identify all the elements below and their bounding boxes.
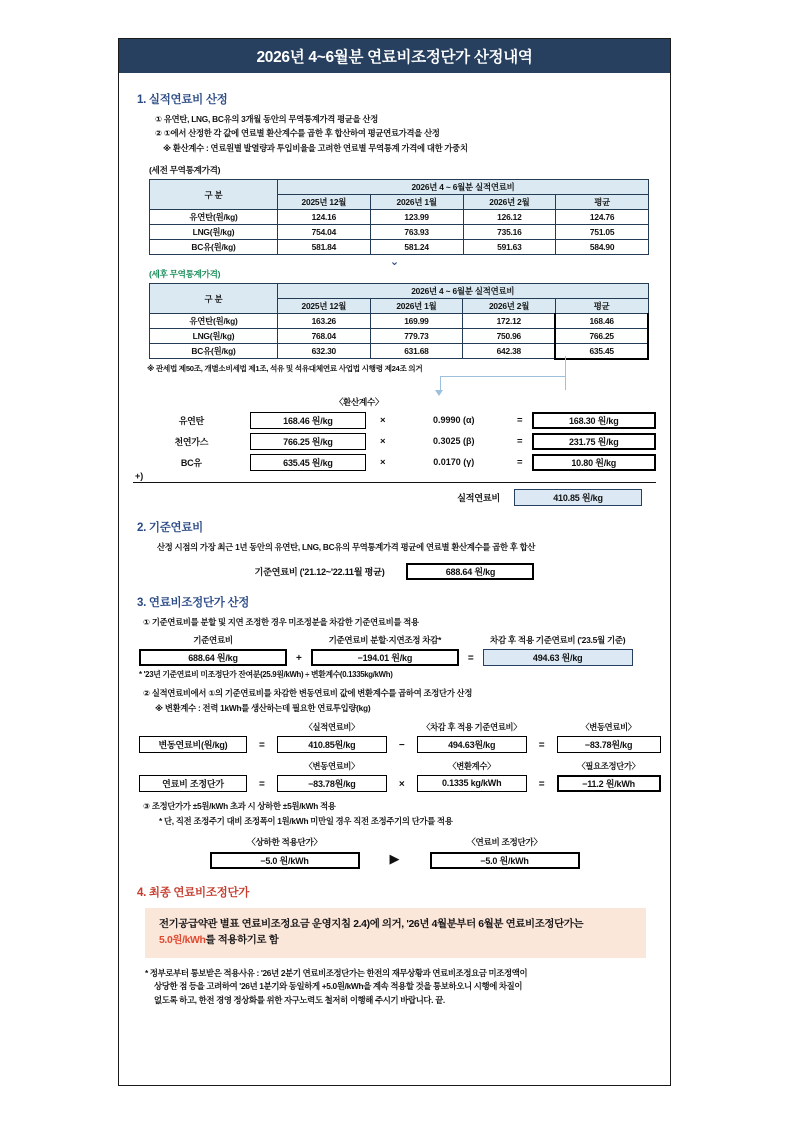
pretax-row-1-v2: 735.16	[463, 225, 556, 240]
vfc-operator-eq0: =	[259, 739, 265, 751]
formula-base-cost-caption: 기준연료비	[193, 634, 233, 645]
posttax-row-1-v3: 766.25	[555, 329, 648, 344]
vfc-actual-caption: 〈실적연료비〉	[304, 721, 360, 732]
final-callout-line-2: 를 적용하기로 함	[205, 934, 279, 946]
pretax-price-table	[149, 179, 649, 255]
calc-row-coal-coef: 0.9990 (α)	[432, 415, 475, 425]
formula-deduction-caption: 기준연료비 분할·지연조정 차감*	[328, 634, 442, 645]
actual-fuel-cost-value: 410.85 원/kg	[514, 489, 642, 506]
pretax-span-header: 2026년 4 ~ 6월분 실적연료비	[278, 180, 649, 195]
calc-row-bc-coef: 0.0170 (γ)	[433, 457, 475, 467]
calc-row-gas-eq: =	[517, 435, 523, 447]
calc-row-bc-times: ×	[380, 456, 386, 468]
calc-row-coal-price: 168.46 원/kg	[250, 412, 367, 429]
notice-line-2: 상당한 점 등을 고려하여 '26년 1분기와 동일하게 +5.0원/kWh을 계속 적용할 것을 통보하오니 시행에 차질이	[154, 981, 523, 992]
calc-row-bc	[133, 454, 656, 471]
formula-base-cost-value: 688.64 원/kg	[139, 649, 287, 666]
calc-row-bc-price: 635.45 원/kg	[250, 454, 367, 471]
pretax-row-1-v3: 751.05	[556, 225, 649, 240]
section-3-heading: 3. 연료비조정단가 산정	[137, 596, 250, 609]
pretax-row-0-label: 유연탄(원/kg)	[150, 210, 278, 225]
cap-applied-left	[210, 836, 360, 869]
cap-applied-right	[430, 836, 580, 869]
table-row	[150, 240, 649, 255]
notice-line-3: 없도록 하고, 한전 경영 정상화를 위한 자구노력도 철저히 이행해 주시기 바랍니다. 끝.	[154, 994, 445, 1005]
posttax-row-1-v1: 779.73	[370, 329, 463, 344]
posttax-row-1-v2: 750.96	[463, 329, 556, 344]
posttax-col-header-3: 평균	[555, 299, 648, 314]
adjusted-base-formula	[139, 634, 656, 666]
aup-result-caption: 〈필요조정단가〉	[577, 760, 640, 771]
vfc-result-value: −83.78원/kg	[557, 736, 661, 753]
formula-base-cost	[139, 634, 287, 666]
final-callout-line-1: 전기공급약관 별표 연료비조정요금 운영지침 2.4)에 의거, '26년 4월분부터 6월분 연료비조정단가는	[159, 918, 584, 930]
connector-arrow-icon	[435, 390, 443, 396]
posttax-row-1-label: LNG(원/kg)	[150, 329, 278, 344]
notice-line-1: * 정부로부터 통보받은 적용사유 : '26년 2분기 연료비조정단가는 한전의 재무상황과 연료비조정요금 미조정액이	[145, 967, 528, 978]
aup-result-value: −11.2 원/kWh	[557, 775, 661, 792]
section-1-heading: 1. 실적연료비 산정	[137, 94, 228, 106]
posttax-row-0-v2: 172.12	[463, 314, 556, 329]
section-1-bullet-1: ① 유연탄, LNG, BC유의 3개월 동안의 무역통계가격 평균을 산정	[155, 114, 378, 124]
section-1-note: ※ 환산계수 : 연료원별 발열량과 투입비율을 고려한 연료별 무역통계 가격에 대한 가중치	[163, 143, 468, 153]
section-3-item-2-note: ※ 변환계수 : 전력 1kWh를 생산하는데 필요한 연료투입량(kg)	[155, 702, 371, 713]
cap-applied-pair	[133, 836, 656, 869]
formula-deduction-value: −194.01 원/kg	[311, 649, 459, 666]
section-3-item-1: ① 기준연료비를 분할 및 지연 조정한 경우 미조정분을 차감한 기준연료비를 적용	[143, 616, 419, 627]
posttax-col-header-0: 2025년 12월	[278, 299, 371, 314]
pretax-row-2-v0: 581.84	[278, 240, 371, 255]
pretax-row-0-v0: 124.16	[278, 210, 371, 225]
arrow-right-icon: ▶	[389, 850, 400, 866]
aup-operator-eq: =	[538, 778, 545, 790]
aup-vfc-value: −83.78원/kg	[277, 775, 387, 792]
table-row	[150, 314, 649, 329]
section-3-item-3-note: * 단, 직전 조정주기 대비 조정폭이 1원/kWh 미만일 경우 직전 조정주기의 단가를 적용	[159, 815, 453, 826]
table-to-formula-connector	[133, 374, 656, 394]
pretax-col-header-1: 2026년 1월	[370, 195, 463, 210]
posttax-col-header-2: 2026년 2월	[463, 299, 556, 314]
legal-basis-note: ※ 관세법 제50조, 개별소비세법 제1조, 석유 및 석유대체연료 사업법 시행령 제24조 의거	[147, 363, 423, 373]
posttax-gubun-header: 구 분	[150, 284, 278, 314]
cap-applied-left-value: −5.0 원/kWh	[210, 852, 360, 869]
pretax-row-1-v1: 763.93	[370, 225, 463, 240]
posttax-row-1-v0: 768.04	[278, 329, 371, 344]
pretax-col-header-0: 2025년 12월	[278, 195, 371, 210]
section-3-item-2: ② 실적연료비에서 ①의 기준연료비를 차감한 변동연료비 값에 변환계수를 곱하여 조정단가 산정	[143, 687, 473, 698]
calc-row-coal-result: 168.30 원/kg	[532, 412, 657, 429]
pretax-row-2-v1: 581.24	[370, 240, 463, 255]
calc-row-gas-result: 231.75 원/kg	[532, 433, 657, 450]
pretax-row-0-v2: 126.12	[463, 210, 556, 225]
connector-horizontal-line	[440, 376, 566, 377]
calc-row-gas	[133, 433, 656, 450]
adjustment-unit-price-formula	[139, 760, 656, 792]
section-2-heading: 2. 기준연료비	[137, 521, 203, 534]
calc-row-gas-coef: 0.3025 (β)	[432, 436, 475, 446]
vfc-actual-value: 410.85원/kg	[277, 736, 387, 753]
vfc-base-value: 494.63원/kg	[417, 736, 527, 753]
pretax-row-1-v0: 754.04	[278, 225, 371, 240]
section-2-desc: 산정 시점의 가장 최근 1년 동안의 유연탄, LNG, BC유의 무역통계가격 평균에 연료별 환산계수를 곱한 후 합산	[157, 541, 536, 552]
aup-coef-caption: 〈변환계수〉	[448, 760, 496, 771]
formula-operator-plus: +	[296, 652, 302, 664]
posttax-row-2-v0: 632.30	[278, 344, 371, 359]
cap-applied-left-caption: 〈상하한 적용단가〉	[247, 836, 322, 847]
posttax-row-0-v3: 168.46	[555, 314, 648, 329]
cap-applied-right-caption: 〈연료비 조정단가〉	[467, 836, 542, 847]
pretax-row-0-v3: 124.76	[556, 210, 649, 225]
posttax-row-2-v2: 642.38	[463, 344, 556, 359]
posttax-row-2-label: BC유(원/kg)	[150, 344, 278, 359]
calc-row-bc-result: 10.80 원/kg	[532, 454, 657, 471]
calc-row-gas-price: 766.25 원/kg	[250, 433, 367, 450]
posttax-col-header-1: 2026년 1월	[370, 299, 463, 314]
posttax-price-table	[149, 283, 649, 360]
sum-divider	[133, 482, 656, 483]
base-fuel-cost-value: 688.64 원/kg	[406, 563, 534, 580]
base-fuel-cost-row	[133, 563, 656, 580]
table-row	[150, 329, 649, 344]
aup-result-col	[557, 760, 661, 792]
aup-label-spacer	[192, 762, 194, 772]
chevron-double-down-icon: ⌄	[389, 256, 400, 268]
calc-row-bc-label: BC유	[180, 457, 202, 468]
aup-label-col	[139, 762, 247, 792]
calc-row-gas-times: ×	[380, 435, 386, 447]
actual-fuel-cost-label: 실적연료비	[457, 493, 500, 503]
section-4-heading: 4. 최종 연료비조정단가	[137, 886, 250, 899]
vfc-label-col	[139, 723, 247, 753]
pretax-table-caption: (세전 무역통계가격)	[149, 165, 221, 175]
posttax-row-0-v1: 169.99	[370, 314, 463, 329]
pretax-col-header-2: 2026년 2월	[463, 195, 556, 210]
final-result-callout	[145, 908, 646, 958]
section-3-footnote-1: * '23년 기준연료비 미조정단가 잔여분(25.9원/kWh) ÷ 변환계수(0.1335kg/kWh)	[139, 669, 393, 679]
aup-operator-eq0: =	[259, 778, 265, 790]
connector-vertical-line	[565, 356, 566, 390]
pretax-row-2-v2: 591.63	[463, 240, 556, 255]
pretax-row-2-v3: 584.90	[556, 240, 649, 255]
aup-operator-times: ×	[398, 778, 405, 790]
table-row	[150, 210, 649, 225]
calc-row-coal-times: ×	[380, 414, 386, 426]
formula-applied-base	[483, 634, 633, 666]
vfc-result-caption: 〈변동연료비〉	[581, 721, 636, 732]
actual-fuel-cost-row	[133, 489, 642, 506]
posttax-span-header: 2026년 4 ~ 6월분 실적연료비	[278, 284, 649, 299]
government-notice-text	[145, 967, 646, 1007]
posttax-row-2-v1: 631.68	[370, 344, 463, 359]
calc-row-coal-eq: =	[517, 414, 523, 426]
posttax-row-2-v3: 635.45	[555, 344, 648, 359]
vfc-base-caption: 〈차감 후 적용 기준연료비〉	[422, 721, 522, 732]
calc-row-bc-eq: =	[517, 456, 523, 468]
aup-vfc-caption: 〈변동연료비〉	[304, 760, 360, 771]
page-title: 2026년 4~6월분 연료비조정단가 산정내역	[256, 49, 533, 66]
pretax-row-2-label: BC유(원/kg)	[150, 240, 278, 255]
section-3-item-3: ③ 조정단가가 ±5원/kWh 초과 시 상하한 ±5원/kWh 적용	[143, 800, 336, 811]
table-row	[150, 344, 649, 359]
variable-fuel-cost-formula	[139, 721, 656, 753]
calc-row-gas-label: 천연가스	[174, 436, 209, 447]
pretax-gubun-header: 구 분	[150, 180, 278, 210]
pretax-row-1-label: LNG(원/kg)	[150, 225, 278, 240]
formula-deduction	[311, 634, 459, 666]
document-sheet	[118, 38, 671, 1086]
formula-applied-base-caption: 차감 후 적용 기준연료비 ('23.5월 기준)	[490, 634, 626, 645]
section-1-bullet-2: ② ①에서 산정한 각 값에 연료별 환산계수를 곱한 후 합산하여 평균연료가격을 산정	[155, 128, 440, 138]
pretax-col-header-3: 평균	[556, 195, 649, 210]
conversion-coef-caption: 〈환산계수〉	[334, 396, 384, 407]
cap-applied-right-value: −5.0 원/kWh	[430, 852, 580, 869]
aup-coef-value: 0.1335 kg/kWh	[417, 775, 527, 792]
document-title-bar	[119, 39, 670, 73]
vfc-label-spacer	[192, 723, 194, 733]
final-callout-highlight: 5.0원/kWh	[159, 934, 206, 946]
vfc-label-box: 변동연료비(원/kg)	[139, 736, 247, 753]
posttax-row-0-label: 유연탄(원/kg)	[150, 314, 278, 329]
vfc-operator-minus: −	[398, 739, 405, 751]
formula-operator-equals: =	[467, 652, 474, 664]
formula-applied-base-value: 494.63 원/kg	[483, 649, 633, 666]
plus-accumulator-sign: +)	[135, 470, 144, 481]
aup-coef-col	[417, 760, 527, 792]
vfc-actual-col	[277, 721, 387, 753]
vfc-base-col	[417, 721, 527, 753]
vfc-operator-eq: =	[538, 739, 545, 751]
pretax-row-0-v1: 123.99	[370, 210, 463, 225]
vfc-result-col	[557, 721, 661, 753]
table-row	[150, 225, 649, 240]
conversion-calc-block	[133, 396, 656, 506]
posttax-row-0-v0: 163.26	[278, 314, 371, 329]
aup-vfc-col	[277, 760, 387, 792]
calc-row-coal	[133, 412, 656, 429]
posttax-table-caption: (세후 무역통계가격)	[149, 269, 221, 279]
document-body	[119, 73, 670, 1015]
aup-label-box: 연료비 조정단가	[139, 775, 247, 792]
base-fuel-cost-label: 기준연료비 ('21.12~'22.11월 평균)	[254, 567, 385, 577]
calc-row-coal-label: 유연탄	[178, 415, 204, 426]
